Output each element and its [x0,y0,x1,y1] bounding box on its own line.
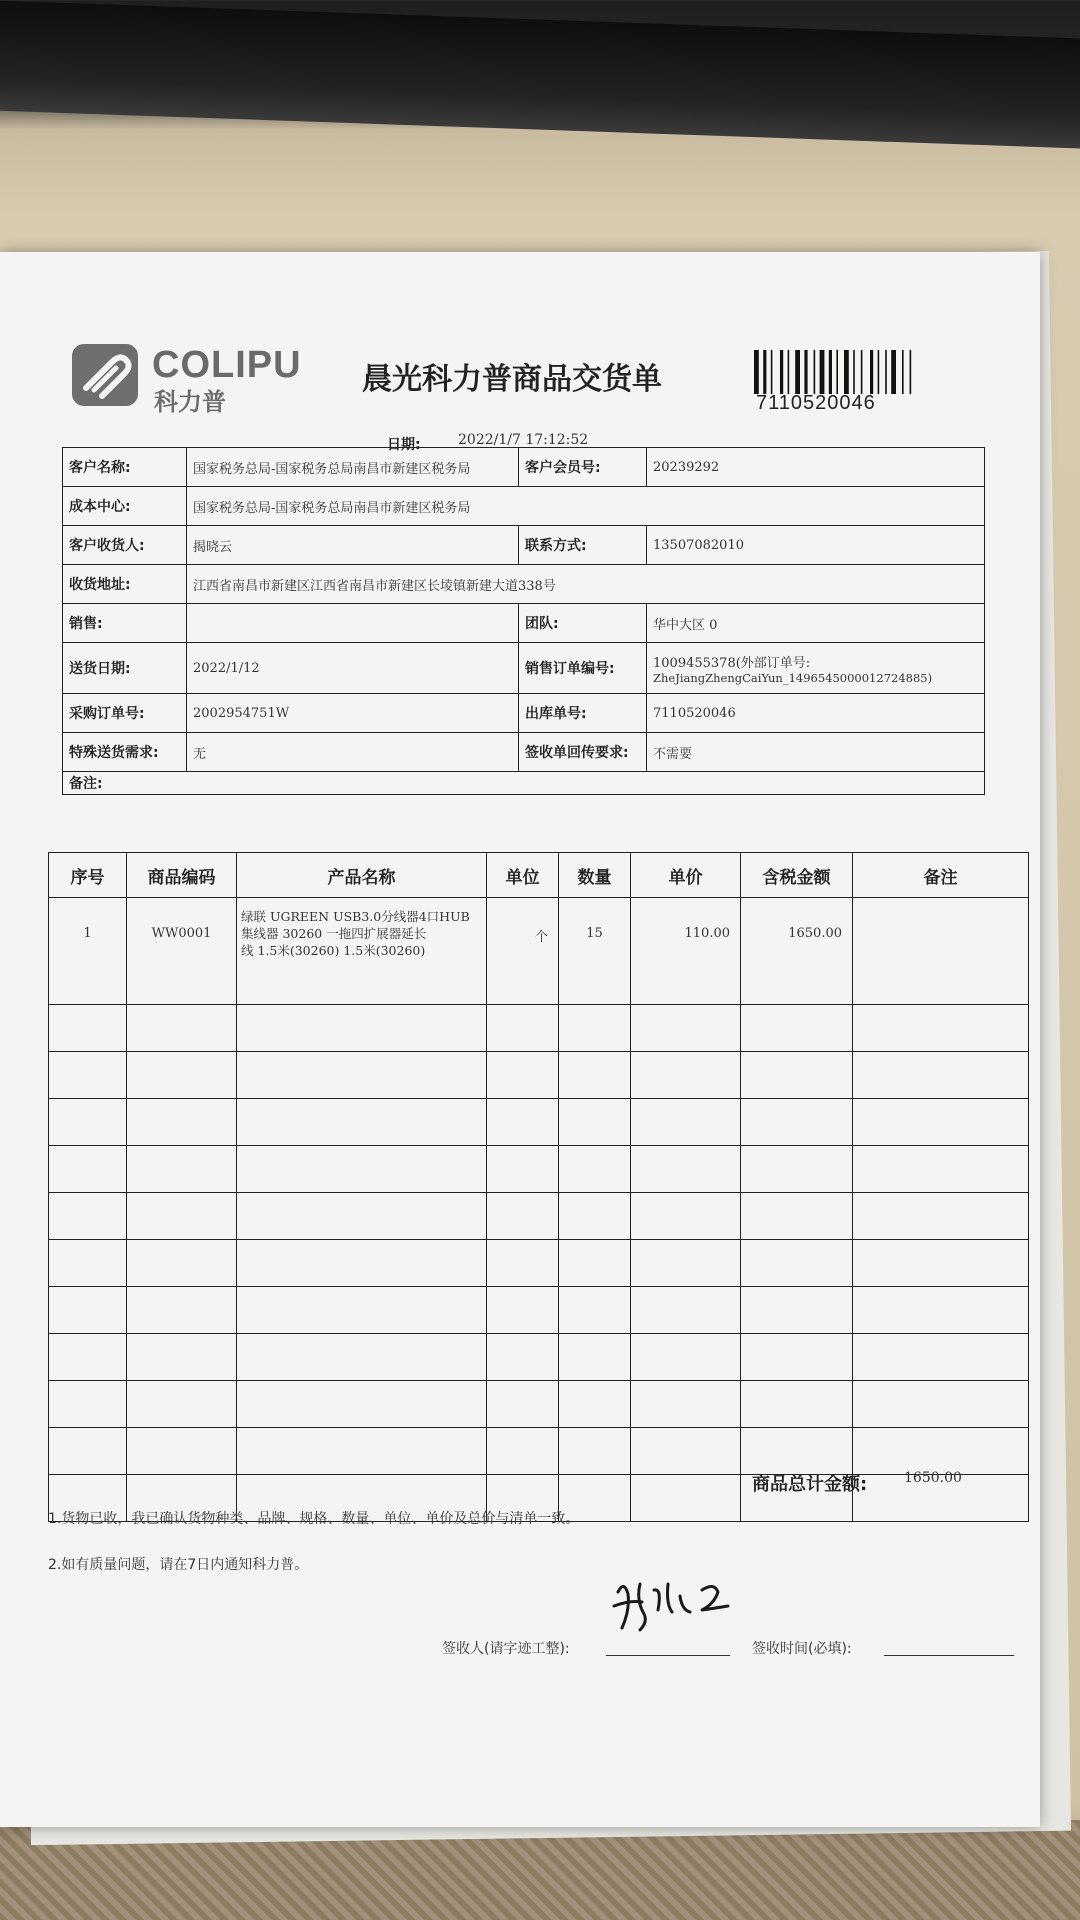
info-row [63,565,985,604]
barcode-bar [754,350,759,394]
remark-label: 备注: [63,772,985,795]
empty-cell [237,1381,487,1428]
info-row [63,733,985,772]
info-row [63,448,985,487]
contact-value: 13507082010 [647,526,985,565]
empty-cell [631,1005,741,1052]
sales-value [187,604,519,643]
product-name-line1: 绿联 UGREEN USB3.0分线器4口HUB [241,909,470,924]
empty-cell [559,1099,631,1146]
empty-cell [49,1052,127,1099]
info-row [63,694,985,733]
empty-cell [49,1287,127,1334]
barcode-bar [814,350,816,394]
barcode-bar [891,350,896,394]
info-row [63,526,985,565]
empty-cell [49,1428,127,1475]
empty-cell [741,1240,853,1287]
empty-cell [853,1052,1029,1099]
delivery-note-sheet [0,252,1040,1827]
empty-cell [853,1428,1029,1475]
laptop-edge [0,0,1080,149]
special-request-value: 无 [187,733,519,772]
empty-cell [127,1005,237,1052]
barcode-bar [780,350,783,394]
member-no-label: 客户会员号: [519,448,647,487]
sales-order-label: 销售订单编号: [519,643,647,694]
empty-cell [487,1052,559,1099]
col-header-remark: 备注 [853,853,1029,898]
empty-cell [631,1428,741,1475]
purchase-order-label: 采购订单号: [63,694,187,733]
empty-cell [237,1099,487,1146]
barcode-bar [804,350,807,394]
empty-cell [237,1240,487,1287]
barcode-bar [902,350,904,394]
date-label: 日期: [387,437,421,453]
empty-cell [741,1287,853,1334]
empty-cell [741,1381,853,1428]
empty-cell [559,1381,631,1428]
signer-label: 签收人(请字迹工整): [442,1641,570,1657]
empty-cell [487,1240,559,1287]
sign-time-line [884,1655,1014,1656]
table-row-empty [49,1052,1029,1099]
empty-cell [853,1334,1029,1381]
col-header-code: 商品编码 [127,853,237,898]
col-header-unit: 单位 [487,853,559,898]
empty-cell [559,1287,631,1334]
empty-cell [631,1381,741,1428]
receiver-value: 揭晓云 [187,526,519,565]
table-row-empty [49,1193,1029,1240]
empty-cell [237,1146,487,1193]
sign-time-label: 签收时间(必填): [752,1641,852,1657]
empty-cell [559,1428,631,1475]
table-row-empty [49,1381,1029,1428]
empty-cell [487,1381,559,1428]
table-row-empty [49,1287,1029,1334]
cell-price: 110.00 [631,898,741,1005]
empty-cell [487,1287,559,1334]
empty-cell [559,1005,631,1052]
empty-cell [741,1334,853,1381]
empty-cell [559,1240,631,1287]
barcode-bar [829,350,832,394]
receiver-label: 客户收货人: [63,526,187,565]
empty-cell [631,1240,741,1287]
delivery-date-value: 2022/1/12 [187,643,519,694]
empty-cell [237,1287,487,1334]
empty-cell [853,1193,1029,1240]
empty-cell [237,1052,487,1099]
outbound-value: 7110520046 [647,694,985,733]
empty-cell [631,1334,741,1381]
items-table [48,852,1029,1522]
customer-name-label: 客户名称: [63,448,187,487]
empty-cell [631,1099,741,1146]
sales-label: 销售: [63,604,187,643]
empty-cell [853,1005,1029,1052]
empty-cell [237,1428,487,1475]
sales-order-value [647,643,985,694]
date-value: 2022/1/7 17:12:52 [458,432,589,448]
empty-cell [49,1334,127,1381]
address-value: 江西省南昌市新建区江西省南昌市新建区长堎镇新建大道338号 [187,565,985,604]
cell-remark [853,898,1029,1005]
empty-cell [127,1240,237,1287]
col-header-name: 产品名称 [237,853,487,898]
empty-cell [631,1193,741,1240]
empty-cell [127,1287,237,1334]
barcode-bar [820,350,825,394]
barcode-bar [878,350,880,394]
table-row-empty [49,1005,1029,1052]
sales-order-line2: ZheJiangZhengCaiYun_1496545000012724885) [653,670,933,685]
empty-cell [631,1146,741,1193]
barcode-bar [844,350,849,394]
empty-cell [741,1005,853,1052]
empty-cell [741,1428,853,1475]
empty-cell [853,1287,1029,1334]
contact-label: 联系方式: [519,526,647,565]
team-label: 团队: [519,604,647,643]
logo-brand-cn-text: 科力普 [154,388,226,416]
empty-cell [741,1052,853,1099]
empty-cell [741,1146,853,1193]
empty-cell [631,1287,741,1334]
empty-cell [127,1052,237,1099]
outbound-label: 出库单号: [519,694,647,733]
barcode-bar [788,350,790,394]
empty-cell [631,1475,741,1522]
sales-order-line1: 1009455378(外部订单号: [653,655,811,671]
table-row-empty [49,1240,1029,1287]
empty-cell [127,1381,237,1428]
empty-cell [127,1099,237,1146]
empty-cell [487,1193,559,1240]
table-row-empty [49,1099,1029,1146]
empty-cell [853,1099,1029,1146]
info-row [63,772,985,795]
empty-cell [49,1240,127,1287]
empty-cell [237,1193,487,1240]
empty-cell [853,1240,1029,1287]
info-row [63,487,985,526]
barcode-bar [836,350,838,394]
col-header-qty: 数量 [559,853,631,898]
info-row [63,643,985,694]
table-row [49,898,1029,1005]
table-row-empty [49,1146,1029,1193]
barcode-bar [910,350,912,394]
note-quality: 2.如有质量问题，请在7日内通知科力普。 [48,1557,309,1573]
total-amount-label: 商品总计金额: [752,1474,868,1495]
info-row [63,604,985,643]
empty-cell [741,1193,853,1240]
empty-cell [49,1005,127,1052]
barcode-bar [763,350,766,394]
barcode-bar [885,350,887,394]
table-row-empty [49,1428,1029,1475]
receipt-return-label: 签收单回传要求: [519,733,647,772]
note-confirmation: 1.货物已收，我已确认货物种类、品牌、规格、数量、单位、单价及总价与清单一致。 [48,1511,580,1527]
address-label: 收货地址: [63,565,187,604]
colipu-logo-icon [72,344,138,406]
empty-cell [237,1334,487,1381]
barcode-bar [870,350,873,394]
empty-cell [559,1052,631,1099]
cell-amount: 1650.00 [741,898,853,1005]
empty-cell [127,1146,237,1193]
empty-cell [49,1381,127,1428]
receipt-return-value: 不需要 [647,733,985,772]
empty-cell [487,1005,559,1052]
cell-qty: 15 [559,898,631,1005]
handwritten-signature [610,1570,740,1640]
empty-cell [559,1193,631,1240]
col-header-no: 序号 [49,853,127,898]
items-header-row [49,853,1029,898]
barcode-bar [861,350,863,394]
empty-cell [487,1146,559,1193]
member-no-value: 20239292 [647,448,985,487]
empty-cell [127,1334,237,1381]
barcode-bar [771,350,773,394]
cost-center-label: 成本中心: [63,487,187,526]
logo-brand-text: COLIPU [152,344,302,386]
empty-cell [127,1428,237,1475]
empty-cell [741,1099,853,1146]
empty-cell [49,1146,127,1193]
empty-cell [237,1005,487,1052]
barcode [752,350,928,396]
empty-cell [487,1428,559,1475]
product-name-line2: 集线器 30260 一拖四扩展器延长 [241,926,427,941]
empty-cell [559,1146,631,1193]
empty-cell [49,1099,127,1146]
customer-name-value: 国家税务总局-国家税务总局南昌市新建区税务局 [187,448,519,487]
empty-cell [559,1334,631,1381]
cell-unit: 个 [487,898,559,1005]
special-request-label: 特殊送货需求: [63,733,187,772]
empty-cell [631,1052,741,1099]
empty-cell [49,1193,127,1240]
cell-no: 1 [49,898,127,1005]
colipu-logo [72,344,302,416]
barcode-number: 7110520046 [756,392,876,414]
purchase-order-value: 2002954751W [187,694,519,733]
empty-cell [853,1146,1029,1193]
product-name-line3: 线 1.5米(30260) 1.5米(30260) [241,943,426,958]
delivery-date-label: 送货日期: [63,643,187,694]
total-amount-value: 1650.00 [904,1470,962,1486]
table-row-empty [49,1334,1029,1381]
empty-cell [127,1193,237,1240]
empty-cell [487,1099,559,1146]
signer-line [606,1655,730,1656]
empty-cell [487,1334,559,1381]
customer-info-table [62,447,985,795]
team-value: 华中大区 0 [647,604,985,643]
cell-code: WW0001 [127,898,237,1005]
col-header-price: 单价 [631,853,741,898]
barcode-bar [853,350,855,394]
document-title: 晨光科力普商品交货单 [362,362,662,397]
col-header-amount: 含税金额 [741,853,853,898]
barcode-bar [795,350,800,394]
cell-product-name [237,898,487,1005]
empty-cell [853,1381,1029,1428]
cost-center-value: 国家税务总局-国家税务总局南昌市新建区税务局 [187,487,985,526]
